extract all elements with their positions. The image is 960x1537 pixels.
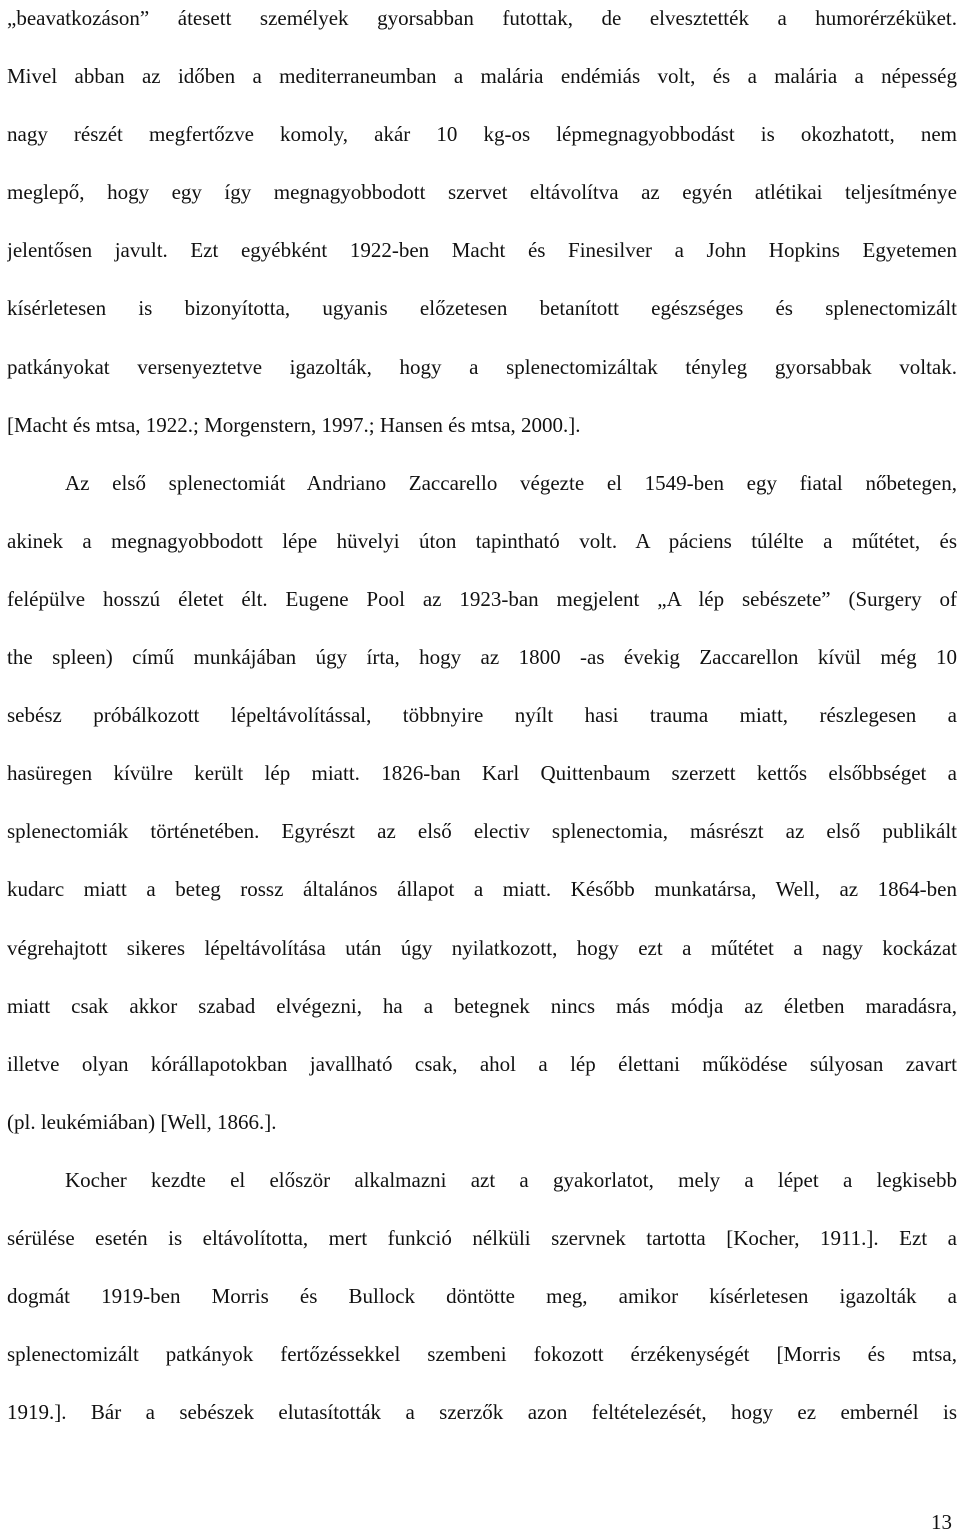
paragraph-first-line: Kocher kezdte el először alkalmazni azt a gyakorlatot, mely a lépet a legkisebb (65, 1167, 957, 1192)
text-line: illetve olyan kórállapotokban javallható csak, ahol a lép élettani működése súlyosan zavart (7, 1051, 957, 1076)
text-line: végrehajtott sikeres lépeltávolítása után úgy nyilatkozott, hogy ezt a műtétet a nagy kockázat (7, 935, 957, 960)
text-line: Mivel abban az időben a mediterraneumban a malária endémiás volt, és a malária a népesség (7, 64, 957, 89)
text-line: splenectomizált patkányok fertőzéssekkel szembeni fokozott érzékenységét [Morris és mtsa, (7, 1342, 957, 1367)
text-line: meglepő, hogy egy így megnagyobbodott szervet eltávolítva az egyén atlétikai teljesítménye (7, 180, 957, 205)
text-line: kudarc miatt a beteg rossz általános állapot a miatt. Később munkatársa, Well, az 1864-ben (7, 877, 957, 902)
text-line: dogmát 1919-ben Morris és Bullock döntötte meg, amikor kísérletesen igazolták a (7, 1284, 957, 1309)
text-line: kísérletesen is bizonyította, ugyanis előzetesen betanított egészséges és splenectomizált (7, 296, 957, 321)
text-line: (pl. leukémiában) [Well, 1866.]. (7, 1109, 277, 1134)
text-line: 1919.]. Bár a sebészek elutasították a szerzők azon feltételezését, hogy ez embernél is (7, 1400, 957, 1425)
text-line: jelentősen javult. Ezt egyébként 1922-ben Macht és Finesilver a John Hopkins Egyetemen (7, 238, 957, 263)
text-line: felépülve hosszú életet élt. Eugene Pool az 1923-ban megjelent „A lép sebészete” (Surgery of (7, 586, 957, 611)
text-line: hasüregen kívülre került lép miatt. 1826-ban Karl Quittenbaum szerzett kettős elsőbbséget a (7, 761, 957, 786)
text-line: akinek a megnagyobbodott lépe hüvelyi úton tapintható volt. A páciens túlélte a műtétet, és (7, 528, 957, 553)
page-number: 13 (931, 1510, 952, 1534)
text-line: sérülése esetén is eltávolította, mert funkció nélküli szervnek tartotta [Kocher, 1911.]. Ezt a (7, 1225, 957, 1250)
text-line: sebész próbálkozott lépeltávolítással, többnyire nyílt hasi trauma miatt, részlegesen a (7, 703, 957, 728)
body-text (7, 0, 957, 1441)
paragraph-first-line: Az első splenectomiát Andriano Zaccarello végezte el 1549-ben egy fiatal nőbetegen, (65, 470, 957, 495)
text-line: splenectomiák történetében. Egyrészt az első electiv splenectomia, másrészt az első publikált (7, 819, 957, 844)
text-line: miatt csak akkor szabad elvégezni, ha a betegnek nincs más módja az életben maradásra, (7, 993, 957, 1018)
text-line: nagy részét megfertőzve komoly, akár 10 kg-os lépmegnagyobbodást is okozhatott, nem (7, 122, 957, 147)
text-line: patkányokat versenyeztetve igazolták, hogy a splenectomizáltak tényleg gyorsabbak voltak. (7, 354, 957, 379)
text-line: „beavatkozáson” átesett személyek gyorsabban futottak, de elvesztették a humorérzéküket. (7, 6, 957, 30)
text-line: the spleen) című munkájában úgy írta, hogy az 1800 -as évekig Zaccarellon kívül még 10 (7, 645, 957, 670)
text-line: [Macht és mtsa, 1922.; Morgenstern, 1997.; Hansen és mtsa, 2000.]. (7, 412, 581, 437)
